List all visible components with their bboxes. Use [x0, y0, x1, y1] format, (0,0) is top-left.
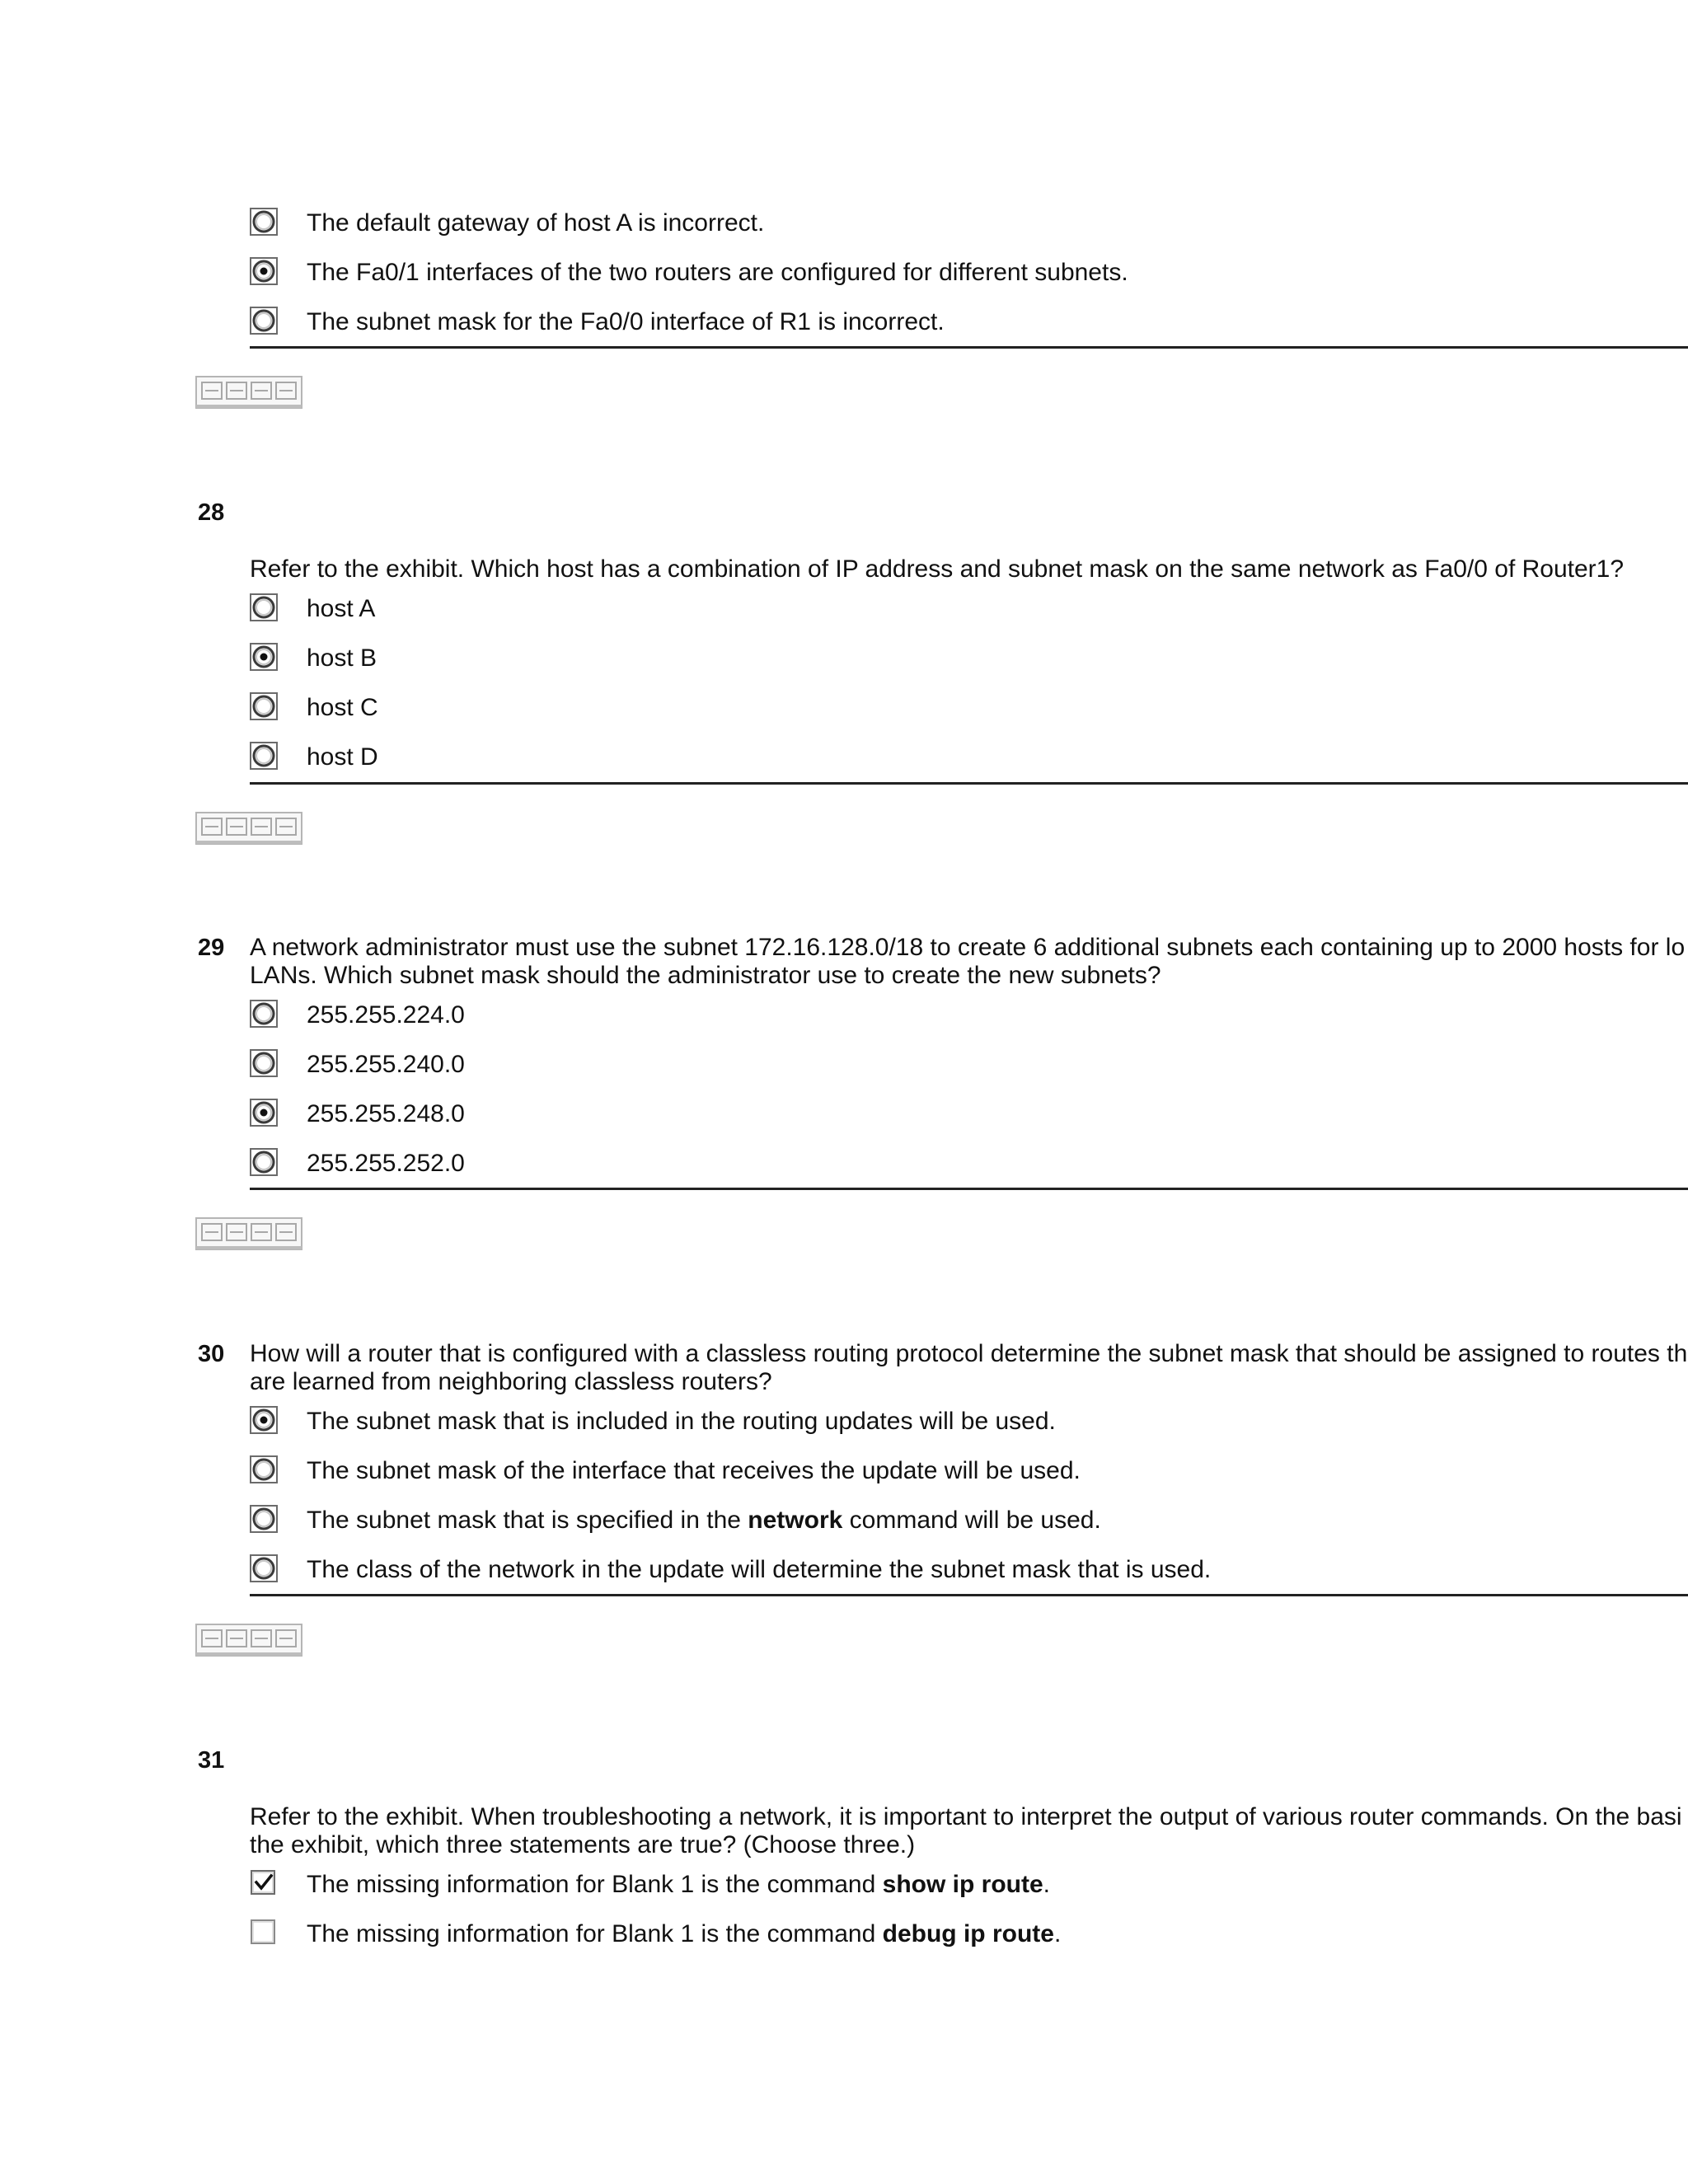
- question-text-line-2: the exhibit, which three statements are true? (Choose three.): [250, 1831, 916, 1858]
- radio-button-icon[interactable]: [250, 1505, 278, 1533]
- option-label: 255.255.252.0: [307, 1150, 465, 1177]
- exhibit-thumbnail-icon[interactable]: [195, 1217, 302, 1250]
- option-label: The Fa0/1 interfaces of the two routers are configured for different subnets.: [307, 259, 1128, 286]
- radio-button-icon[interactable]: [250, 742, 278, 770]
- option-label: The default gateway of host A is incorrect.: [307, 209, 765, 237]
- checkbox-icon[interactable]: [250, 1919, 278, 1947]
- option-text-after: command will be used.: [842, 1507, 1101, 1534]
- question-text: Refer to the exhibit. Which host has a combination of IP address and subnet mask on the same network as Fa0/0 of Router1?: [250, 555, 1625, 583]
- question-number: 28: [198, 499, 225, 526]
- option-label: host A: [307, 595, 376, 622]
- option-label: [307, 1871, 1050, 1899]
- radio-button-icon[interactable]: [250, 1049, 278, 1077]
- exhibit-thumbnail-icon[interactable]: [195, 1624, 302, 1657]
- exhibit-thumbnail-icon[interactable]: [195, 376, 302, 409]
- command-keyword: show ip route: [882, 1871, 1043, 1898]
- option-text-after: .: [1053, 1920, 1062, 1947]
- command-keyword: debug ip route: [882, 1920, 1054, 1947]
- option-label: [307, 1920, 1061, 1948]
- radio-button-icon[interactable]: [250, 593, 278, 621]
- option-label: The subnet mask that is included in the routing updates will be used.: [307, 1408, 1056, 1435]
- checkbox-checked-icon[interactable]: [250, 1869, 278, 1897]
- radio-button-icon[interactable]: [250, 1148, 278, 1176]
- option-label: host C: [307, 694, 378, 721]
- option-label: [307, 1507, 1101, 1535]
- radio-button-selected-icon[interactable]: [250, 1406, 278, 1434]
- question-text-line-1: A network administrator must use the subnet 172.16.128.0/18 to create 6 additional subnets each containing up to 2000 hosts for lo: [250, 934, 1686, 961]
- option-label: 255.255.240.0: [307, 1051, 465, 1078]
- radio-button-icon[interactable]: [250, 208, 278, 236]
- question-text-line-1: How will a router that is configured with a classless routing protocol determine the subnet mask that should be assigned to routes th: [250, 1340, 1688, 1367]
- radio-button-icon[interactable]: [250, 1455, 278, 1483]
- question-text-line-1: Refer to the exhibit. When troubleshooting a network, it is important to interpret the output of various router commands. On the basi: [250, 1803, 1682, 1830]
- option-label: host B: [307, 644, 377, 672]
- option-label: 255.255.248.0: [307, 1100, 465, 1127]
- radio-button-icon[interactable]: [250, 1554, 278, 1582]
- radio-button-icon[interactable]: [250, 307, 278, 335]
- question-divider: [250, 1594, 1688, 1596]
- question-number: 31: [198, 1747, 225, 1774]
- question-number: 29: [198, 935, 225, 961]
- radio-button-selected-icon[interactable]: [250, 1099, 278, 1127]
- question-number: 30: [198, 1341, 225, 1367]
- radio-button-icon[interactable]: [250, 1000, 278, 1028]
- exhibit-thumbnail-icon[interactable]: [195, 812, 302, 845]
- question-text-line-2: are learned from neighboring classless routers?: [250, 1368, 772, 1395]
- radio-button-icon[interactable]: [250, 692, 278, 720]
- option-label: The subnet mask for the Fa0/0 interface of R1 is incorrect.: [307, 308, 945, 335]
- question-text-line-2: LANs. Which subnet mask should the administrator use to create the new subnets?: [250, 962, 1161, 989]
- command-keyword: network: [748, 1507, 843, 1534]
- option-label: 255.255.224.0: [307, 1001, 465, 1029]
- question-divider: [250, 782, 1688, 785]
- option-text-before: The missing information for Blank 1 is the command: [307, 1920, 883, 1947]
- radio-button-selected-icon[interactable]: [250, 643, 278, 671]
- question-divider: [250, 1188, 1688, 1190]
- option-text-before: The subnet mask that is specified in the: [307, 1507, 748, 1534]
- option-label: host D: [307, 743, 378, 771]
- option-label: The subnet mask of the interface that receives the update will be used.: [307, 1457, 1081, 1484]
- option-text-before: The missing information for Blank 1 is the command: [307, 1871, 883, 1898]
- radio-button-selected-icon[interactable]: [250, 257, 278, 285]
- option-text-after: .: [1043, 1871, 1050, 1898]
- option-label: The class of the network in the update will determine the subnet mask that is used.: [307, 1556, 1212, 1583]
- question-divider: [250, 346, 1688, 349]
